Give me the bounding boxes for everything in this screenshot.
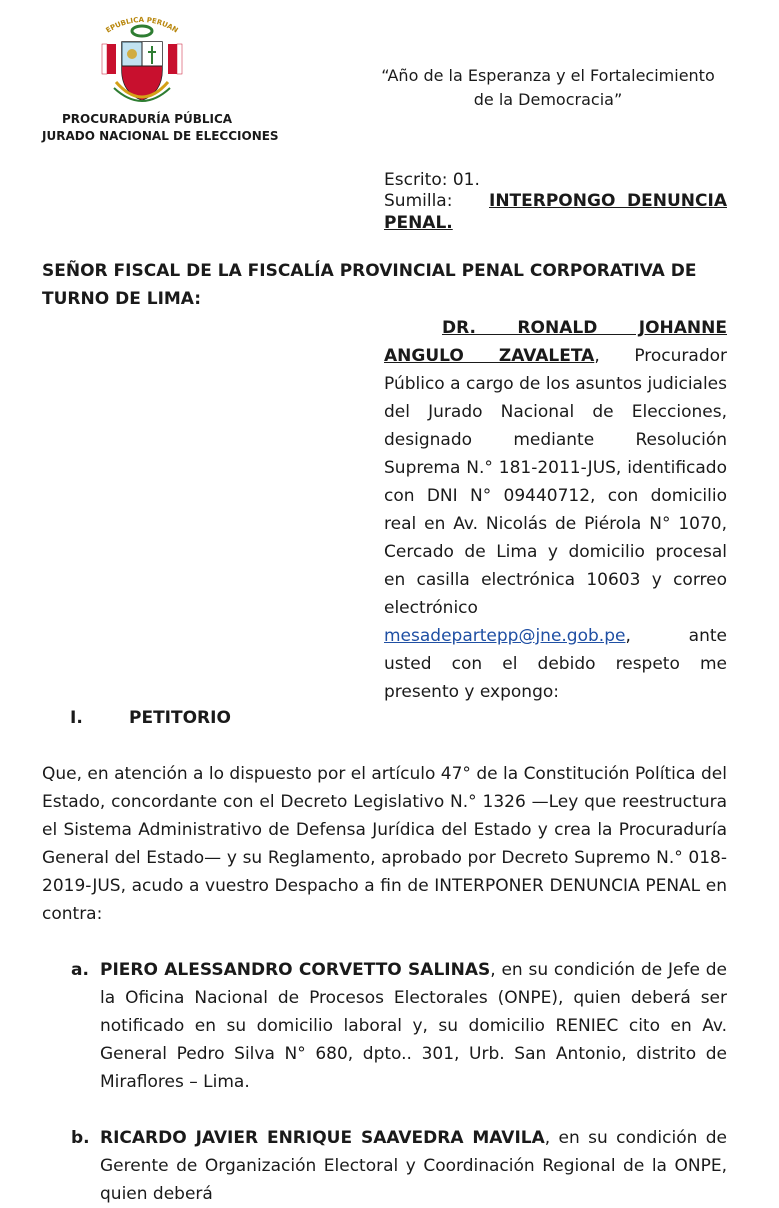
sumilla-label: Sumilla: — [384, 191, 453, 211]
intro-text-2: , ante usted con el debido respeto me presento y expongo: — [384, 626, 727, 702]
seal-arc-text: EPUBLICA PERUAN — [104, 15, 180, 35]
accused-item — [100, 956, 727, 1096]
section-title: PETITORIO — [129, 708, 231, 728]
intro-text-1: , Procurador Público a cargo de los asuntos judiciales del Jurado Nacional de Elecciones, designado mediante Resolución Suprema N.° 181-2011-JUS, identificado con DNI N° 09440712, con domicilio real en Av. Nicolás de Piérola N° 1070, Cercado de Lima y domicilio procesal en casilla electrónica 10603 y correo electrónico — [384, 346, 727, 618]
accused-text: , en su condición de Jefe de la Oficina Nacional de Procesos Electorales (ONPE), quien deberá ser notificado en su domicilio laboral y, su domicilio RENIEC cito en Av. General Pedro Silva N° 680, dpto.. 301, Urb. San Antonio, distrito de Miraflores – Lima. — [100, 960, 727, 1092]
peru-coat-of-arms-icon — [96, 8, 188, 114]
institution-name-line2: JURADO NACIONAL DE ELECCIONES — [42, 129, 279, 143]
accused-item — [100, 1124, 727, 1208]
accused-name: PIERO ALESSANDRO CORVETTO SALINAS — [100, 960, 491, 980]
escrito-value: 01. — [452, 170, 480, 190]
accused-text: , en su condición de Gerente de Organización Electoral y Coordinación Regional de la ONPE, quien deberá — [100, 1128, 728, 1204]
accused-letter: a. — [71, 960, 89, 980]
escrito-label: Escrito: — [384, 170, 448, 190]
svg-text:REPUBLICA PERUANA — [96, 8, 179, 35]
institution-name-line1: PROCURADURÍA PÚBLICA — [62, 112, 233, 126]
intro-paragraph — [384, 314, 727, 706]
addressee-heading: SEÑOR FISCAL DE LA FISCALÍA PROVINCIAL PENAL CORPORATIVA DE TURNO DE LIMA: — [42, 261, 697, 309]
section-number: I. — [70, 708, 83, 728]
procurador-name: DR. RONALD JOHANNE ANGULO ZAVALETA — [384, 318, 727, 366]
petitorio-body: Que, en atención a lo dispuesto por el artículo 47° de la Constitución Política del Estado, concordante con el Decreto Legislativo N.° 1326 —Ley que reestructura el Sistema Administrativo de Defensa Jurídica del Estado y crea la Procuraduría General del Estado— y su Reglamento, aprobado por Decreto Supremo N.° 018-2019-JUS, acudo a vuestro Despacho a fin de INTERPONER DENUNCIA PENAL en contra: — [42, 764, 727, 924]
accused-letter: b. — [71, 1128, 90, 1148]
sumilla-value: INTERPONGO DENUNCIA PENAL. — [384, 191, 727, 233]
coat-of-arms-seal — [96, 8, 188, 114]
year-motto: “Año de la Esperanza y el Fortalecimiento de la Democracia” — [381, 66, 715, 109]
email-link[interactable]: mesadepartepp@jne.gob.pe — [384, 626, 626, 646]
accused-name: RICARDO JAVIER ENRIQUE SAAVEDRA MAVILA — [100, 1128, 545, 1148]
escrito-line — [384, 169, 480, 191]
